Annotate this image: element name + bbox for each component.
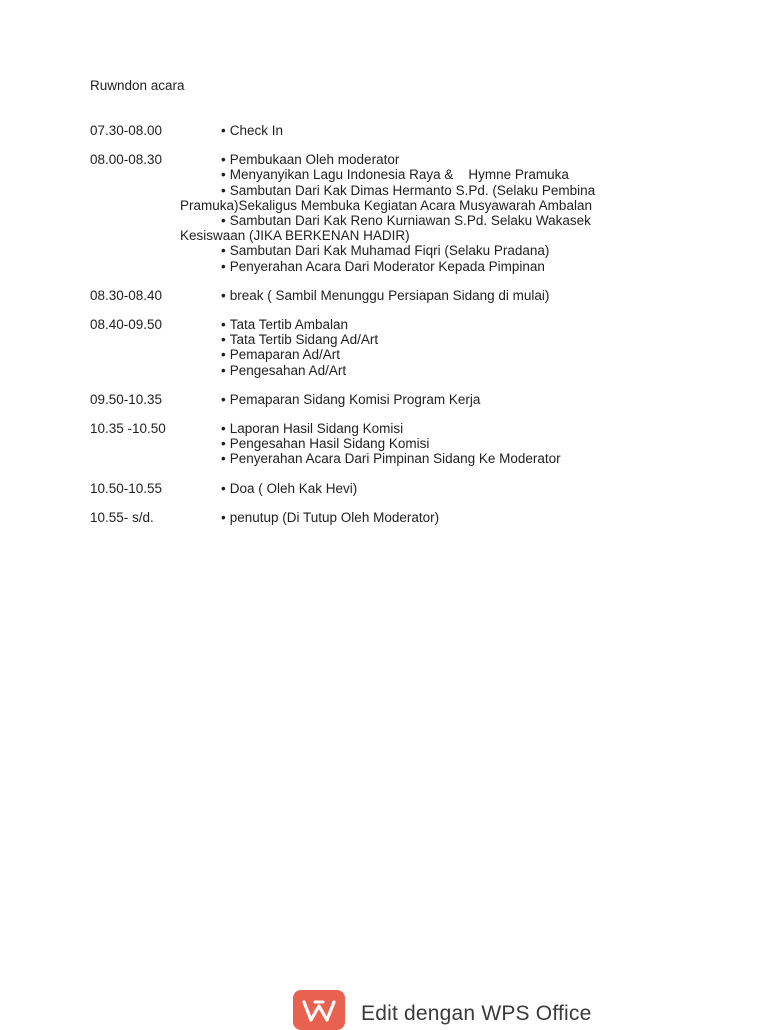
agenda-block (90, 317, 690, 378)
agenda-item (180, 392, 690, 407)
agenda-item-text: Pembukaan Oleh moderator (229, 152, 400, 168)
agenda-item (180, 243, 690, 258)
agenda-time: 08.40-09.50 (90, 317, 163, 333)
agenda-item (180, 510, 690, 525)
bullet-icon: • (221, 451, 226, 467)
agenda-block (90, 288, 690, 303)
agenda-item-text: Penyerahan Acara Dari Moderator Kepada Pimpinan (229, 258, 545, 274)
agenda-time: 10.50-10.55 (90, 480, 163, 496)
bullet-icon: • (221, 182, 226, 198)
agenda-item-text: Doa ( Oleh Kak Hevi) (229, 480, 358, 496)
agenda-item (180, 436, 690, 451)
edit-with-wps-button[interactable] (293, 990, 639, 1024)
bullet-icon: • (221, 317, 226, 333)
bullet-icon: • (221, 332, 226, 348)
agenda-item-text: break ( Sambil Menunggu Persiapan Sidang di mulai) (229, 287, 550, 303)
agenda-time: 10.55- s/d. (90, 509, 154, 525)
bullet-icon: • (221, 258, 226, 274)
agenda-item-continuation (180, 198, 690, 213)
bullet-icon: • (221, 167, 226, 183)
bullet-icon: • (221, 287, 226, 303)
agenda-item (180, 451, 690, 466)
agenda-item-text: Sambutan Dari Kak Dimas Hermanto S.Pd. (Selaku Pembina (229, 182, 596, 198)
agenda-item-text: Tata Tertib Ambalan (229, 317, 349, 333)
agenda-block (90, 481, 690, 496)
bullet-icon: • (221, 509, 226, 525)
agenda-item-text: Sambutan Dari Kak Reno Kurniawan S.Pd. Selaku Wakasek (229, 213, 591, 229)
wps-logo-icon (293, 990, 345, 1030)
agenda-time: 08.30-08.40 (90, 287, 163, 303)
agenda-time: 09.50-10.35 (90, 391, 163, 407)
agenda-block (90, 123, 690, 138)
agenda-item-text: Tata Tertib Sidang Ad/Art (229, 332, 379, 348)
agenda-item (180, 123, 690, 138)
agenda-item (180, 167, 690, 182)
bullet-icon: • (221, 152, 226, 168)
agenda-list (90, 123, 690, 539)
agenda-items (180, 392, 690, 407)
document-title: Ruwndon acara (90, 78, 185, 93)
agenda-item (180, 288, 690, 303)
agenda-item (180, 481, 690, 496)
agenda-item (180, 347, 690, 362)
agenda-items (180, 317, 690, 378)
agenda-item-text: Penyerahan Acara Dari Pimpinan Sidang Ke Moderator (229, 451, 561, 467)
agenda-item (180, 183, 690, 198)
agenda-item-text: Pramuka)Sekaligus Membuka Kegiatan Acara Musyawarah Ambalan (180, 197, 592, 213)
agenda-block (90, 510, 690, 525)
agenda-item-continuation (180, 228, 690, 243)
agenda-item (180, 421, 690, 436)
bullet-icon: • (221, 391, 226, 407)
agenda-items (180, 288, 690, 303)
agenda-block (90, 152, 690, 274)
agenda-items (180, 152, 690, 274)
agenda-time: 10.35 -10.50 (90, 421, 166, 437)
edit-with-wps-label: Edit dengan WPS Office (361, 1002, 592, 1025)
agenda-item (180, 363, 690, 378)
bullet-icon: • (221, 347, 226, 363)
agenda-item-text: Kesiswaan (JIKA BERKENAN HADIR) (180, 228, 410, 244)
bullet-icon: • (221, 362, 226, 378)
agenda-time: 07.30-08.00 (90, 123, 163, 138)
agenda-block (90, 421, 690, 467)
agenda-item-text: Menyanyikan Lagu Indonesia Raya & Hymne Pramuka (229, 167, 569, 183)
agenda-items (180, 421, 690, 467)
agenda-items (180, 481, 690, 496)
bullet-icon: • (221, 243, 226, 259)
agenda-items (180, 123, 690, 138)
agenda-item (180, 259, 690, 274)
agenda-items (180, 510, 690, 525)
bullet-icon: • (221, 436, 226, 452)
agenda-item-text: penutup (Di Tutup Oleh Moderator) (229, 509, 440, 525)
agenda-item-text: Pengesahan Ad/Art (229, 362, 347, 378)
agenda-item-text: Sambutan Dari Kak Muhamad Fiqri (Selaku Pradana) (229, 243, 550, 259)
agenda-item (180, 213, 690, 228)
agenda-item-text: Check In (229, 123, 284, 138)
agenda-item-text: Pengesahan Hasil Sidang Komisi (229, 436, 430, 452)
agenda-item-text: Pemaparan Sidang Komisi Program Kerja (229, 391, 481, 407)
bullet-icon: • (221, 123, 226, 138)
bullet-icon: • (221, 213, 226, 229)
agenda-time: 08.00-08.30 (90, 152, 163, 168)
agenda-block (90, 392, 690, 407)
agenda-item-text: Laporan Hasil Sidang Komisi (229, 421, 404, 437)
agenda-item (180, 332, 690, 347)
agenda-item (180, 152, 690, 167)
agenda-item-text: Pemaparan Ad/Art (229, 347, 341, 363)
bullet-icon: • (221, 421, 226, 437)
agenda-item (180, 317, 690, 332)
bullet-icon: • (221, 480, 226, 496)
